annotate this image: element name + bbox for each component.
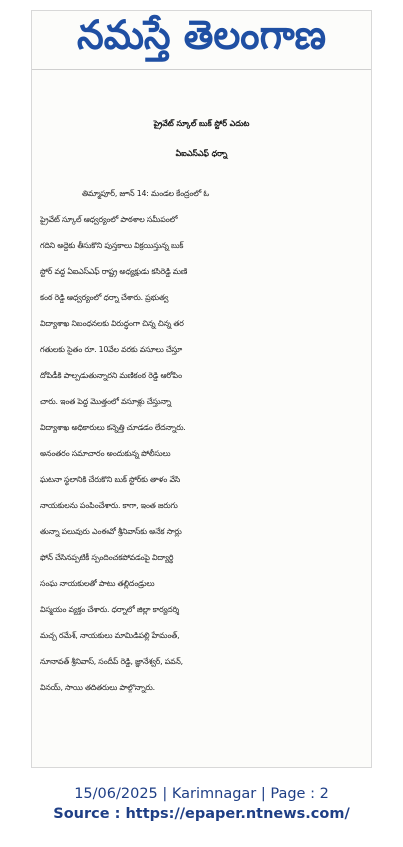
article-line: కంఠ రెడ్డి ఆధ్వర్యంలో ధర్నా చేశారు. ప్రభుత్వ: [40, 293, 169, 302]
article-line: దోపిడీకి పాల్పడుతున్నారని మణికంఠ రెడ్డి ఆరోపిం: [40, 371, 182, 380]
article-line: స్టోర్ వద్ద ఏఐఎస్ఎఫ్ రాష్ట్ర అధ్యక్షుడు కసిరెడ్డి మణి: [40, 267, 188, 276]
article-line: ఘటనా స్థలానికి చేరుకొని బుక్ స్టోర్‌కు తాళం వేసి: [40, 475, 181, 484]
article-line: సంఘ నాయకులతో పాటు తల్లిదండ్రులు: [40, 579, 155, 588]
article-line: ప్రైవేట్ స్కూల్ ఆధ్వర్యంలో పాఠశాల సమీపంలో: [40, 215, 178, 224]
article-body: [40, 181, 365, 701]
article-line: గతులకు సైతం రూ. 10వేల వరకు వసూలు చేస్తూ: [40, 345, 183, 354]
article-line: విద్యాశాఖ నిబంధనలకు విరుద్ధంగా చిన్న చిన్న తర: [40, 319, 184, 328]
footer-date-line: 15/06/2025 | Karimnagar | Page : 2: [74, 786, 329, 802]
article-line: విస్మయం వ్యక్తం చేశారు. ధర్నాలో జిల్లా కార్యదర్శి: [40, 605, 179, 614]
masthead-title: నమస్తే తెలంగాణ: [77, 11, 326, 58]
article-line: నూనావత్ శ్రీనివాస్, సందీప్ రెడ్డి, జ్ఞానేశ్వర్, పవన్,: [40, 657, 183, 666]
article-line: వినయ్, సాయి తదితరులు పాల్గొన్నారు.: [40, 683, 155, 692]
article-line: తిమ్మాపూర్, జూన్ 14: మండల కేంద్రంలో ఓ: [82, 189, 209, 198]
newspaper-clipping: [31, 10, 372, 768]
headline-line-2: ఏఐఎస్ఎఫ్ ధర్నా: [175, 149, 228, 158]
article-line: విద్యాశాఖ అధికారులు కన్నెత్తి చూడడం లేదన్నారు.: [40, 423, 186, 432]
article-line: అనంతరం సమాచారం అందుకున్న పోలీసులు: [40, 449, 171, 458]
article-line: ఫోన్ చేసినప్పటికీ స్పందించకపోవడంపై విద్యార్థి: [40, 553, 174, 562]
article-line: మచ్చ రమేశ్, నాయకులు మామిడిపల్లి హేమంత్,: [40, 631, 180, 640]
article-line: నాయకులను పంపించేశారు. కాగా, ఇంత జరుగు: [40, 501, 178, 510]
footer-source-line: Source : https://epaper.ntnews.com/: [53, 806, 350, 822]
masthead: [32, 11, 371, 70]
headline-line-1: ప్రైవేట్ స్కూల్ బుక్ స్టోర్ ఎదుట: [153, 119, 250, 128]
article-line: గదిని అద్దెకు తీసుకొని పుస్తకాలు విక్రయిస్తున్న బుక్: [40, 241, 184, 250]
article-line: తున్నా పలువురు ఎంఈవో శ్రీనివాస్‌కు అనేక సార్లు: [40, 527, 182, 536]
article-line: చారు. ఇంత పెద్ద మొత్తంలో వసూళ్లు చేస్తున్నా: [40, 397, 172, 406]
headline: [32, 109, 371, 169]
